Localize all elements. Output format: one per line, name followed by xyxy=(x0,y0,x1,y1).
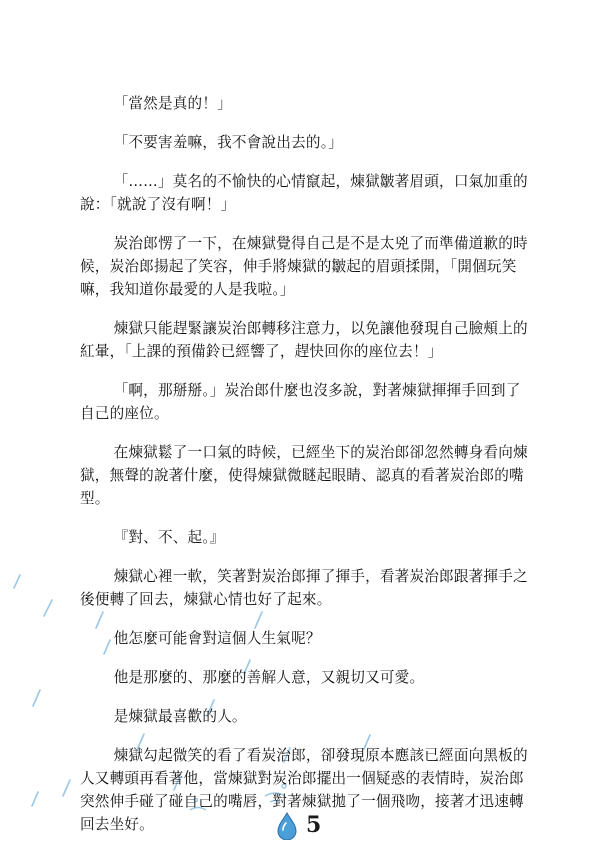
page-number: 5 xyxy=(306,812,322,838)
paragraph: 煉獄心裡一軟，笑著對炭治郎揮了揮手，看著炭治郎跟著揮手之後便轉了回去，煉獄心情也好了起來。 xyxy=(80,568,528,608)
paragraph: 炭治郎愣了一下，在煉獄覺得自己是不是太兇了而準備道歉的時候，炭治郎揚起了笑容，伸手將煉獄的皺起的眉頭揉開，「開個玩笑嘛，我知道你最愛的人是我啦。」 xyxy=(80,235,528,298)
rain-streak xyxy=(32,792,38,806)
rain-streak xyxy=(33,690,40,706)
rain-streak xyxy=(63,780,70,796)
paragraph: 「啊，那掰掰。」炭治郎什麼也沒多說，對著煉獄揮揮手回到了自己的座位。 xyxy=(80,382,521,422)
rain-streak xyxy=(14,575,20,588)
paragraph: 「當然是真的！」 xyxy=(113,95,232,112)
rain-streak xyxy=(44,600,52,616)
paragraph: 在煉獄鬆了一口氣的時候，已經坐下的炭治郎卻忽然轉身看向煉獄，無聲的說著什麼，使得煉獄微瞇起眼睛、認真的看著炭治郎的嘴型。 xyxy=(80,444,528,507)
paragraph: 他是那麼的、那麼的善解人意，又親切又可愛。 xyxy=(113,669,425,686)
paragraph: 煉獄勾起微笑的看了看炭治郎，卻發現原本應該已經面向黑板的人又轉頭再看著他，當煉獄對炭治郎擺出一個疑惑的表情時，炭治郎突然伸手碰了碰自己的嘴唇，對著煉獄拋了一個飛吻，接著才迅速轉回去坐好。 xyxy=(80,747,528,833)
body-text xyxy=(80,92,530,852)
paragraph: 『對、不、起。』 xyxy=(113,529,225,546)
paragraph: 「不要害羞嘛，我不會說出去的。」 xyxy=(113,134,343,151)
water-drop-icon xyxy=(276,812,298,840)
paragraph: 是煉獄最喜歡的人。 xyxy=(113,708,247,725)
paragraph: 「……」莫名的不愉快的心情竄起，煉獄皺著眉頭，口氣加重的說：「就說了沒有啊！」 xyxy=(80,173,528,213)
paragraph: 他怎麼可能會對這個人生氣呢？ xyxy=(113,630,321,647)
paragraph: 煉獄只能趕緊讓炭治郎轉移注意力，以免讓他發現自己臉頰上的紅暈，「上課的預備鈴已經響了，趕快回你的座位去！」 xyxy=(80,320,528,360)
